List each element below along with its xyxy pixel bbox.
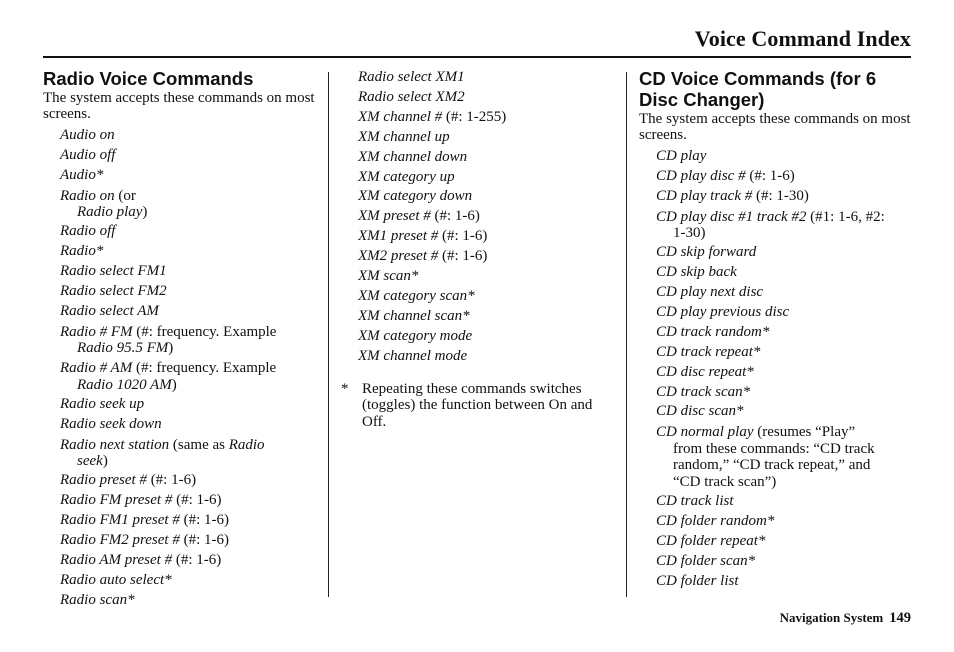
- command-note: (resumes “Play”: [753, 424, 856, 441]
- command-item: [639, 363, 914, 383]
- command-note: (#: 1-6): [179, 511, 229, 528]
- command-text: Radio: [228, 436, 265, 453]
- command-text: XM channel #: [358, 108, 443, 125]
- command-item: [341, 168, 616, 188]
- command-item: [43, 146, 318, 166]
- command-item: [639, 147, 914, 167]
- cd-commands-intro: The system accepts these commands on most screens.: [639, 111, 911, 143]
- command-text: CD track list: [656, 492, 734, 509]
- command-note: ): [168, 340, 174, 357]
- command-text: Radio play: [77, 204, 143, 221]
- command-note-line: [656, 225, 914, 242]
- command-note: (or: [114, 187, 136, 204]
- command-item: [639, 422, 914, 492]
- command-text: XM preset #: [358, 208, 431, 225]
- xm-commands-column: [341, 68, 616, 430]
- command-text: Radio select XM2: [358, 88, 465, 105]
- command-text: Radio # FM: [60, 323, 133, 340]
- command-item: [341, 108, 616, 128]
- command-note-line: “CD track scan”): [673, 473, 777, 490]
- command-text: XM channel mode: [358, 347, 468, 364]
- command-text: CD play disc #1 track #2: [656, 208, 807, 225]
- command-item: [43, 186, 318, 223]
- xm-command-list: [341, 68, 616, 367]
- command-text: XM1 preset #: [358, 228, 439, 245]
- command-text: Radio select FM1: [60, 263, 167, 280]
- column-divider-left: [328, 72, 329, 597]
- command-note: (#: 1-255): [442, 108, 507, 125]
- command-text: Radio auto select*: [60, 571, 172, 588]
- command-note-line: random,” “CD track repeat,” and: [673, 457, 871, 474]
- command-text: Radio select XM1: [358, 69, 465, 85]
- command-item: [43, 571, 318, 591]
- command-text: CD folder repeat*: [656, 532, 766, 549]
- command-text: CD play previous disc: [656, 303, 790, 320]
- command-note: (#: frequency. Example: [132, 360, 277, 377]
- command-text: Radio FM1 preset #: [60, 511, 180, 528]
- command-note: 1-30): [673, 225, 706, 242]
- command-text: Radio FM preset #: [60, 491, 173, 508]
- command-note: (#: 1-6): [172, 491, 222, 508]
- radio-commands-intro: The system accepts these commands on most screens.: [43, 90, 315, 122]
- command-note-line: [60, 340, 318, 357]
- command-item: [639, 512, 914, 532]
- command-text: CD folder scan*: [656, 552, 756, 569]
- command-text: CD play track #: [656, 187, 753, 204]
- footnote: [341, 381, 616, 431]
- command-item: [341, 347, 616, 367]
- radio-command-list: [43, 126, 318, 610]
- command-text: Radio seek up: [60, 395, 145, 412]
- command-text: Radio scan*: [60, 591, 135, 608]
- command-item: [43, 531, 318, 551]
- footer-label: Navigation System: [779, 610, 884, 625]
- command-item: [639, 323, 914, 343]
- command-item: [43, 242, 318, 262]
- command-item: [43, 166, 318, 186]
- command-text: XM category mode: [358, 327, 473, 344]
- command-note-line: [60, 453, 318, 470]
- command-text: Radio 95.5 FM: [77, 340, 169, 357]
- cd-commands-heading: CD Voice Commands (for 6 Disc Changer): [639, 68, 877, 110]
- command-text: CD folder list: [656, 572, 739, 589]
- command-text: Audio*: [60, 166, 104, 183]
- command-note: (#: frequency. Example: [132, 323, 277, 340]
- command-text: XM channel up: [358, 128, 450, 145]
- command-item: [639, 492, 914, 512]
- command-text: Radio next station: [60, 436, 170, 453]
- command-item: [341, 267, 616, 287]
- command-item: [43, 222, 318, 242]
- command-item: [341, 128, 616, 148]
- footnote-mark: *: [341, 380, 349, 397]
- command-text: CD disc repeat*: [656, 363, 754, 380]
- radio-commands-heading: Radio Voice Commands: [43, 68, 254, 89]
- command-item: [43, 358, 318, 395]
- command-item: [43, 435, 318, 472]
- command-item: [341, 287, 616, 307]
- command-item: [341, 148, 616, 168]
- command-item: [341, 68, 616, 88]
- command-text: XM channel scan*: [358, 307, 470, 324]
- command-item: [639, 383, 914, 403]
- command-item: [639, 167, 914, 187]
- command-text: seek: [77, 453, 103, 470]
- command-text: Radio AM preset #: [60, 551, 173, 568]
- command-note: (#: 1-6): [146, 472, 197, 489]
- command-text: Radio*: [60, 243, 104, 260]
- page-title: Voice Command Index: [694, 26, 911, 51]
- command-item: [639, 243, 914, 263]
- command-item: [341, 327, 616, 347]
- command-text: Audio on: [60, 127, 115, 143]
- command-text: XM category up: [358, 168, 455, 185]
- command-text: CD track repeat*: [656, 343, 761, 360]
- footnote-text: Repeating these commands switches (toggles) the function between On and Off.: [362, 380, 593, 430]
- command-item: [43, 322, 318, 359]
- command-note-line: [60, 204, 318, 221]
- command-item: [43, 302, 318, 322]
- command-item: [639, 552, 914, 572]
- command-item: [341, 227, 616, 247]
- command-item: [43, 471, 318, 491]
- command-text: CD skip back: [656, 264, 737, 281]
- command-item: [43, 511, 318, 531]
- command-text: Radio seek down: [60, 415, 162, 432]
- command-item: [639, 303, 914, 323]
- command-item: [639, 263, 914, 283]
- command-item: [639, 532, 914, 552]
- header-rule: [43, 56, 911, 58]
- command-note: (#: 1-6): [745, 167, 795, 184]
- command-text: CD disc scan*: [656, 403, 744, 420]
- command-item: [639, 343, 914, 363]
- command-note: (#: 1-6): [430, 208, 480, 225]
- command-item: [639, 572, 914, 592]
- command-note: (#: 1-6): [179, 531, 229, 548]
- command-text: Radio 1020 AM: [77, 376, 172, 393]
- command-item: [341, 207, 616, 227]
- command-item: [43, 262, 318, 282]
- command-text: Radio preset #: [60, 472, 147, 489]
- command-note: ): [102, 453, 108, 470]
- command-item: [43, 415, 318, 435]
- column-divider-right: [626, 72, 627, 597]
- command-item: [43, 282, 318, 302]
- command-text: Radio on: [60, 187, 115, 204]
- command-item: [341, 307, 616, 327]
- command-text: CD track scan*: [656, 383, 751, 400]
- command-note: ): [142, 204, 148, 221]
- command-item: [639, 207, 914, 244]
- command-note: (#: 1-6): [172, 551, 222, 568]
- command-text: XM channel down: [358, 148, 468, 165]
- radio-commands-column: [43, 68, 318, 610]
- command-item: [43, 551, 318, 571]
- command-note: (#: 1-6): [438, 248, 488, 265]
- command-note-line: [60, 377, 318, 394]
- command-text: Radio off: [60, 223, 116, 240]
- command-text: XM category scan*: [358, 287, 475, 304]
- command-item: [43, 126, 318, 146]
- command-note: (#: 1-6): [438, 228, 488, 245]
- command-text: Radio # AM: [60, 360, 133, 377]
- command-item: [341, 187, 616, 207]
- command-item: [43, 591, 318, 611]
- command-item: [639, 187, 914, 207]
- command-text: CD skip forward: [656, 244, 757, 261]
- command-item: [341, 247, 616, 267]
- command-text: XM category down: [358, 188, 473, 205]
- command-text: CD play: [656, 148, 707, 164]
- command-text: Audio off: [60, 146, 116, 163]
- command-note: (#1: 1-6, #2:: [806, 208, 885, 225]
- command-text: Radio FM2 preset #: [60, 531, 180, 548]
- command-note: ): [171, 376, 177, 393]
- command-item: [639, 402, 914, 422]
- cd-commands-column: [639, 68, 914, 591]
- command-text: Radio select AM: [60, 302, 159, 319]
- command-note: (same as: [169, 436, 229, 453]
- command-text: CD folder random*: [656, 512, 775, 529]
- command-text: CD play next disc: [656, 284, 764, 301]
- command-text: XM scan*: [358, 268, 419, 285]
- command-item: [43, 395, 318, 415]
- command-text: CD play disc #: [656, 167, 746, 184]
- command-text: CD normal play: [656, 424, 754, 441]
- command-item: [43, 491, 318, 511]
- command-text: XM2 preset #: [358, 248, 439, 265]
- command-text: Radio select FM2: [60, 282, 167, 299]
- command-text: CD track random*: [656, 323, 770, 340]
- page-footer: [780, 610, 911, 627]
- page-number: 149: [889, 610, 911, 626]
- command-note-line: from these commands: “CD track: [673, 440, 875, 457]
- cd-command-list: [639, 147, 914, 591]
- command-item: [341, 88, 616, 108]
- command-note: (#: 1-30): [752, 187, 809, 204]
- command-item: [639, 283, 914, 303]
